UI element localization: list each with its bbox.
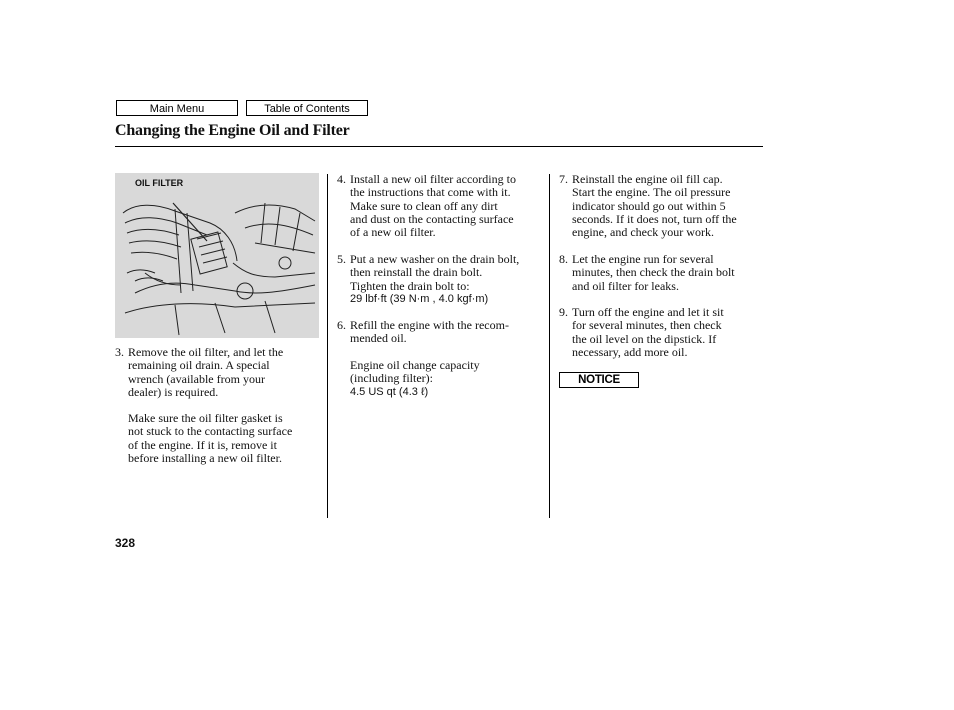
step-number: 7.: [559, 172, 568, 186]
table-of-contents-button[interactable]: Table of Contents: [246, 100, 368, 116]
step-4: [337, 173, 542, 239]
step-text: Install a new oil filter according to the instructions that come with it. Make sure to clean off any dirt and dust on the contacting surface of a new oil filter.: [350, 172, 516, 240]
step-7: [559, 173, 764, 239]
oil-filter-illustration: [115, 173, 319, 338]
main-menu-button[interactable]: Main Menu: [116, 100, 238, 116]
page-number: 328: [115, 536, 136, 550]
step-text: Reinstall the engine oil fill cap. Start the engine. The oil pressure indicator should go out within 5 seconds. If it does not, turn off the engine, and check your work.: [572, 172, 737, 240]
step-number: 5.: [337, 252, 346, 266]
step-text: Turn off the engine and let it sit for several minutes, then check the oil level on the dipstick. If necessary, add more oil.: [572, 305, 724, 359]
step-number: 3.: [115, 345, 124, 359]
step-6: [337, 319, 542, 346]
step-number: 9.: [559, 305, 568, 319]
step-5: [337, 253, 542, 306]
torque-spec: 29 lbf·ft (39 N·m , 4.0 kgf·m): [350, 292, 489, 305]
step-6-capacity: [337, 359, 542, 399]
notice-badge: NOTICE: [559, 372, 639, 388]
figure-label: OIL FILTER: [135, 178, 184, 188]
page-title: Changing the Engine Oil and Filter: [115, 122, 350, 139]
step-text: Engine oil change capacity (including filter): 4.5 US qt (4.3 ℓ): [350, 359, 542, 399]
step-number: 6.: [337, 318, 346, 332]
column-divider: [327, 174, 328, 518]
step-text: Refill the engine with the recom- mended oil.: [350, 318, 509, 346]
step-text: Remove the oil filter, and let the remaining oil drain. A special wrench (available from your dealer) is required.: [128, 345, 284, 399]
step-3: [115, 346, 320, 399]
step-text: Let the engine run for several minutes, then check the drain bolt and oil filter for leaks.: [572, 252, 735, 293]
step-text: Make sure the oil filter gasket is not stuck to the contacting surface of the engine. If it is, remove it before installing a new oil filter.: [128, 411, 293, 465]
step-number: 4.: [337, 172, 346, 186]
engine-drawing: [115, 173, 319, 338]
step-text: Put a new washer on the drain bolt, then reinstall the drain bolt. Tighten the drain bolt to: 29 lbf·ft (39 N·m , 4.0 kgf·m): [350, 253, 542, 306]
step-3-note: [115, 412, 320, 465]
title-rule: [115, 146, 763, 147]
step-number: 8.: [559, 252, 568, 266]
capacity-spec: 4.5 US qt (4.3 ℓ): [350, 385, 429, 398]
step-9: [559, 306, 764, 359]
column-divider: [549, 174, 550, 518]
step-8: [559, 253, 764, 293]
